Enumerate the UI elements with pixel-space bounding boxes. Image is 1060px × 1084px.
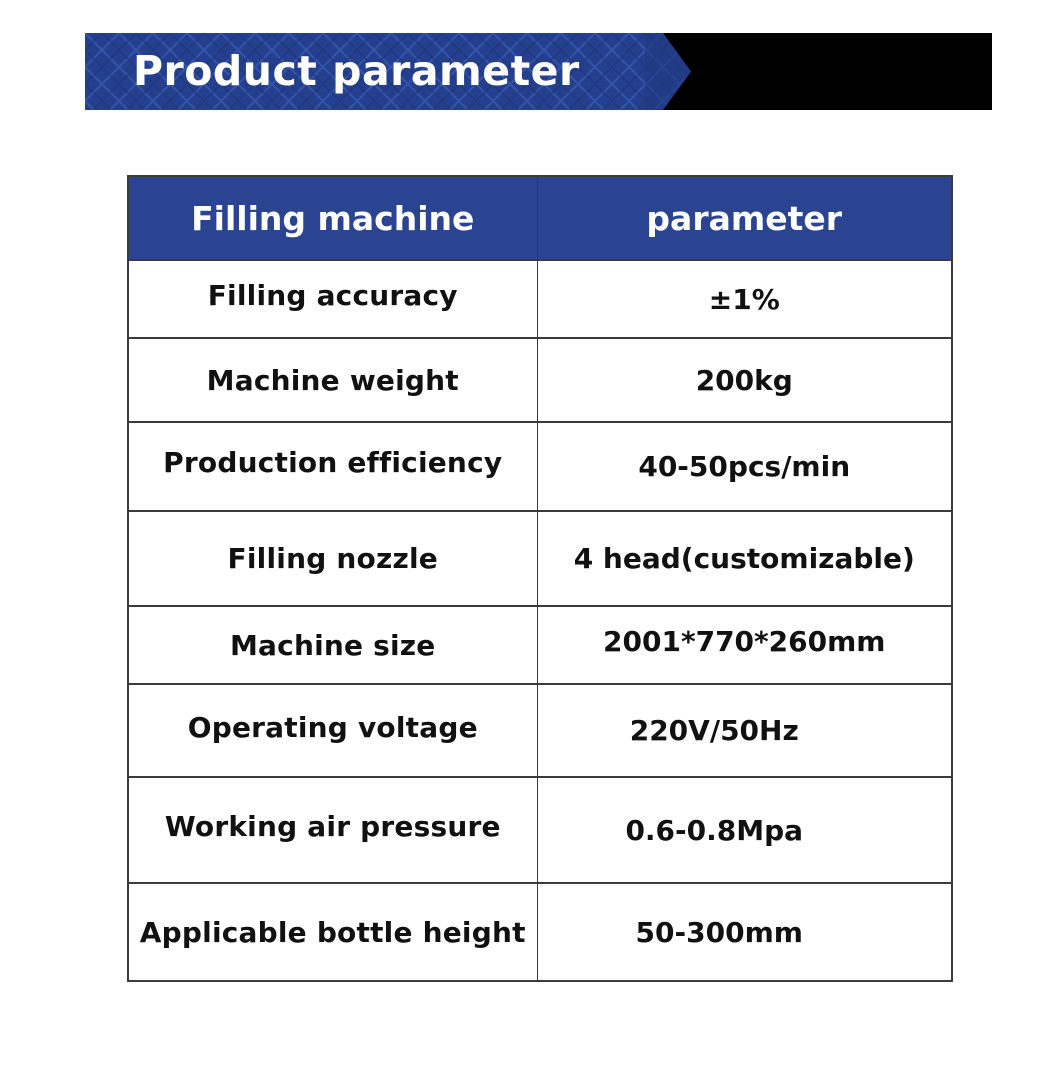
parameter-table	[127, 175, 953, 982]
row-label: Production efficiency	[128, 422, 537, 511]
row-label: Machine size	[128, 606, 537, 684]
section-banner	[85, 33, 992, 110]
table-row	[128, 511, 952, 606]
row-label: Machine weight	[128, 338, 537, 422]
row-label: Applicable bottle height	[128, 883, 537, 981]
column-header-parameter: parameter	[537, 176, 952, 260]
table-row	[128, 260, 952, 338]
row-value: 0.6-0.8Mpa	[537, 777, 952, 883]
table-row	[128, 606, 952, 684]
row-value: 50-300mm	[537, 883, 952, 981]
column-header-machine: Filling machine	[128, 176, 537, 260]
row-value: 4 head(customizable)	[537, 511, 952, 606]
row-value: ±1%	[537, 260, 952, 338]
row-value: 2001*770*260mm	[537, 606, 952, 684]
row-label: Working air pressure	[128, 777, 537, 883]
table-row	[128, 338, 952, 422]
row-label: Filling nozzle	[128, 511, 537, 606]
row-label: Filling accuracy	[128, 260, 537, 338]
page-title: Product parameter	[133, 47, 580, 95]
table-row	[128, 777, 952, 883]
row-value: 220V/50Hz	[537, 684, 952, 777]
table-header-row	[128, 176, 952, 260]
table-row	[128, 422, 952, 511]
row-value: 40-50pcs/min	[537, 422, 952, 511]
row-label: Operating voltage	[128, 684, 537, 777]
table-row	[128, 684, 952, 777]
row-value: 200kg	[537, 338, 952, 422]
table-row	[128, 883, 952, 981]
